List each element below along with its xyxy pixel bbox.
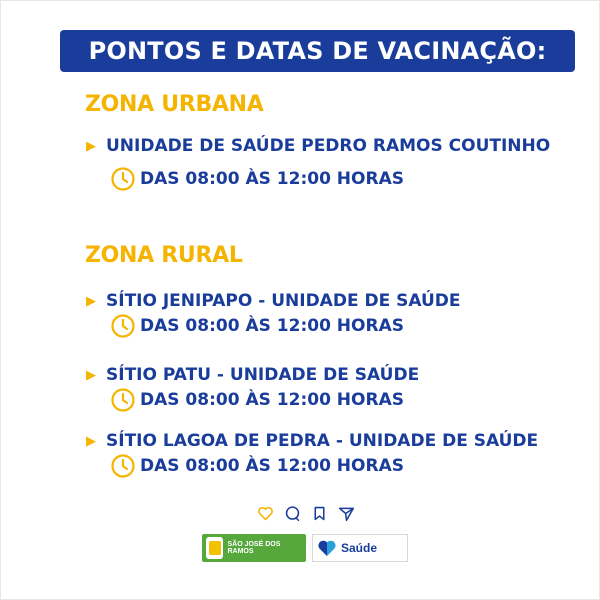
arrow-icon: ▶: [86, 433, 96, 449]
time-text: DAS 08:00 ÀS 12:00 HORAS: [140, 390, 404, 410]
clock-icon: [110, 453, 136, 479]
time-item: [110, 166, 404, 192]
send-icon[interactable]: [338, 505, 355, 522]
location-name: UNIDADE DE SAÚDE PEDRO RAMOS COUTINHO: [106, 136, 551, 156]
municipality-name: SÃO JOSÉ DOS RAMOS: [227, 541, 281, 555]
time-text: DAS 08:00 ÀS 12:00 HORAS: [140, 456, 404, 476]
zone-heading-urbana: ZONA URBANA: [85, 92, 264, 117]
municipality-logo: [202, 534, 306, 562]
location-name: SÍTIO PATU - UNIDADE DE SAÚDE: [106, 365, 420, 385]
location-name: SÍTIO JENIPAPO - UNIDADE DE SAÚDE: [106, 291, 461, 311]
zone-heading-rural: ZONA RURAL: [85, 243, 243, 268]
time-text: DAS 08:00 ÀS 12:00 HORAS: [140, 316, 404, 336]
heart-icon[interactable]: [257, 505, 274, 522]
social-icons: [257, 505, 355, 522]
bookmark-icon[interactable]: [311, 505, 328, 522]
heart-shield-icon: [317, 538, 337, 558]
arrow-icon: ▶: [86, 293, 96, 309]
time-item: [110, 387, 404, 413]
location-item: [86, 136, 550, 156]
location-item: [86, 365, 419, 385]
time-item: [110, 313, 404, 339]
clock-icon: [110, 387, 136, 413]
arrow-icon: ▶: [86, 138, 96, 154]
health-name: Saúde: [341, 541, 378, 555]
location-item: [86, 431, 538, 451]
comment-icon[interactable]: [284, 505, 301, 522]
page-title: PONTOS E DATAS DE VACINAÇÃO:: [88, 37, 547, 65]
arrow-icon: ▶: [86, 367, 96, 383]
clock-icon: [110, 166, 136, 192]
crest-icon: [206, 537, 223, 559]
health-logo: [312, 534, 408, 562]
location-name: SÍTIO LAGOA DE PEDRA - UNIDADE DE SAÚDE: [106, 431, 539, 451]
time-item: [110, 453, 404, 479]
title-banner: [60, 30, 575, 72]
clock-icon: [110, 313, 136, 339]
location-item: [86, 291, 461, 311]
time-text: DAS 08:00 ÀS 12:00 HORAS: [140, 169, 404, 189]
